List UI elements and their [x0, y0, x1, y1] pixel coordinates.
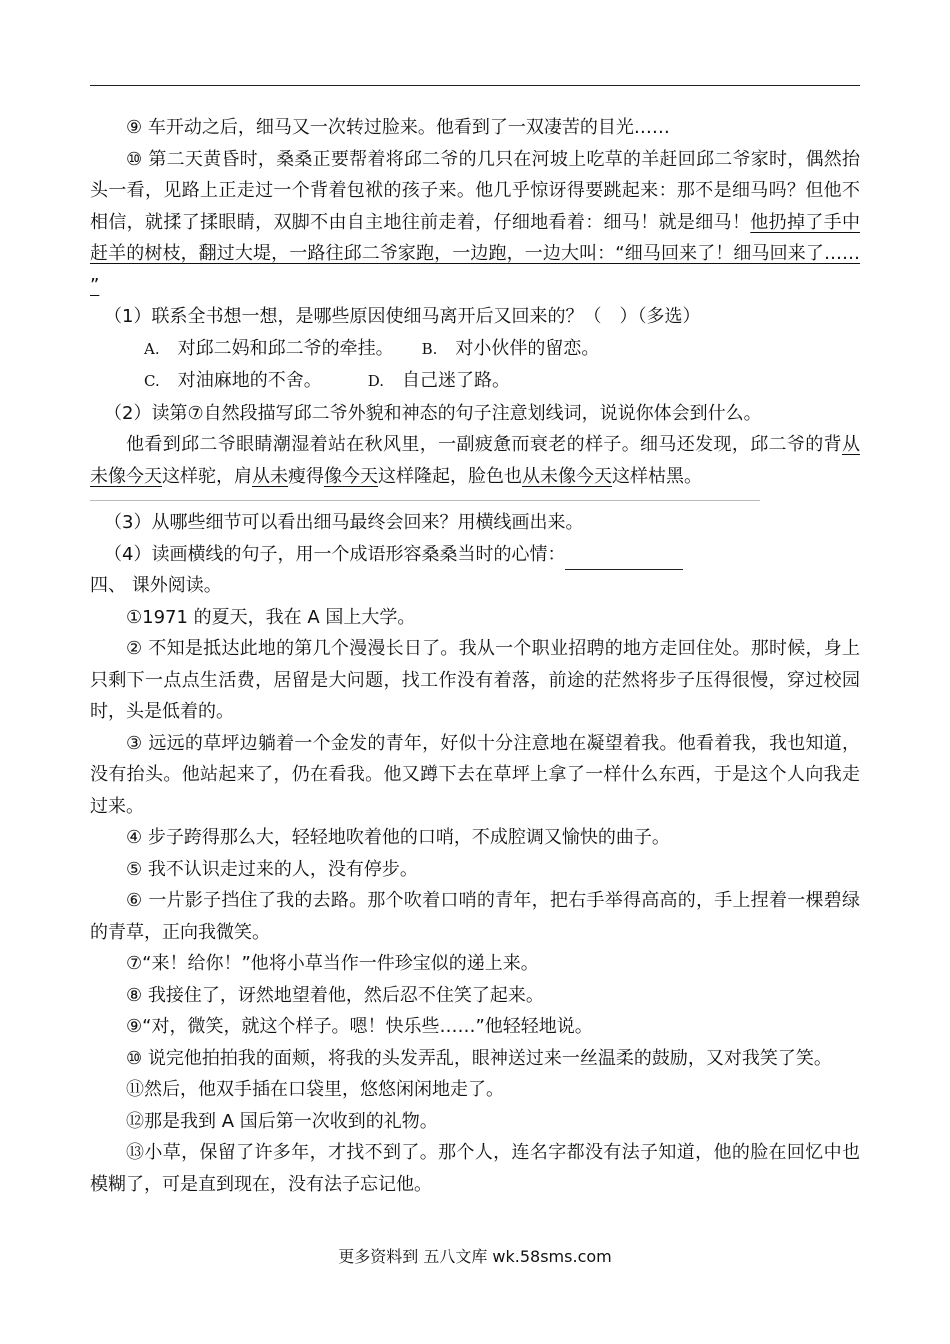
reading-paragraph: ⑥ 一片影子挡住了我的去路。那个吹着口哨的青年，把右手举得高高的，手上捏着一棵碧绿的青草，正向我微笑。 — [90, 890, 860, 943]
options-row-1 — [90, 333, 860, 366]
question-2: （2）读第⑦自然段描写邱二爷外貌和神态的句子注意划线词，说说你体会到什么。 — [104, 402, 762, 424]
question-3: （3）从哪些细节可以看出细马最终会回来？用横线画出来。 — [104, 512, 584, 533]
option-a — [144, 333, 394, 366]
quote-text: 这样隆起，脸色也 — [378, 465, 522, 487]
reading-paragraph: ② 不知是抵达此地的第几个漫漫长日了。我从一个职业招聘的地方走回住处。那时候，身上只剩下一点点生活费，居留是大问题，找工作没有着落，前途的茫然将步子压得很慢，穿过校园时，头是低着的。 — [90, 638, 860, 722]
reading-paragraph: ④ 步子跨得那么大，轻轻地吹着他的口哨，不成腔调又愉快的曲子。 — [126, 827, 670, 848]
paragraph-10-text: ⑩ 第二天黄昏时，桑桑正要帮着将邱二爷的几只在河坡上吃草的羊赶回邱二爷家时，偶然抬头一看，见路上正走过一个背着包袱的孩子来。他几乎惊讶得要跳起来：那不是细马吗？但他不相信，就揉了揉眼睛，双脚不由自主地往前走着，仔细地看着：细马！就是细马！ — [90, 148, 860, 233]
quote-underlined: 像今天 — [324, 465, 378, 487]
option-c-text: 对油麻地的不舍。 — [177, 370, 322, 391]
quote-text: 他看到邱二爷眼睛潮湿着站在秋风里，一副疲惫而衰老的样子。细马还发现，邱二爷的背 — [126, 434, 842, 455]
question-1: （1）联系全书想一想，是哪些原因使细马离开后又回来的？（ ）（多选） — [104, 306, 701, 327]
answer-blank[interactable] — [565, 549, 683, 570]
question-2-quote — [90, 429, 860, 492]
question-4-text: （4）读画横线的句子，用一个成语形容桑桑当时的心情： — [104, 543, 566, 565]
question-4 — [90, 539, 860, 571]
reading-paragraph: ⑧ 我接住了，讶然地望着他，然后忍不住笑了起来。 — [126, 984, 544, 1006]
quote-underlined: 从未像今天 — [522, 465, 612, 487]
paragraph-9: ⑨ 车开动之后，细马又一次转过脸来。他看到了一双凄苦的目光…… — [126, 117, 670, 138]
paragraph-10 — [90, 144, 860, 302]
quote-underlined: 从未 — [252, 465, 288, 487]
header-rule — [90, 85, 860, 86]
option-b-text: 对小伙伴的留恋。 — [455, 337, 600, 359]
option-d — [368, 365, 510, 398]
option-c-label: C. — [144, 372, 160, 390]
option-a-label: A. — [144, 339, 160, 358]
paragraph-10-underlined: 他扔掉了手中赶羊的树枝，翻过大堤，一路往邱二爷家跑，一边跑，一边大叫：“细马回来了！细马回来了…… ” — [90, 211, 861, 296]
option-a-text: 对邱二妈和邱二爷的牵挂。 — [177, 337, 394, 359]
document-body — [90, 112, 860, 1200]
reading-paragraph: ⑪然后，他双手插在口袋里，悠悠闲闲地走了。 — [126, 1079, 504, 1100]
options-row-2 — [90, 365, 860, 398]
option-c — [144, 365, 322, 398]
reading-paragraph: ⑨“对，微笑，就这个样子。嗯！快乐些……”他轻轻地说。 — [126, 1016, 593, 1037]
option-d-label: D. — [367, 372, 384, 390]
quote-text: 瘦得 — [288, 465, 324, 487]
option-b — [422, 333, 600, 366]
reading-paragraph: ⑩ 说完他拍拍我的面颊，将我的头发弄乱，眼神送过来一丝温柔的鼓励，又对我笑了笑。 — [126, 1047, 832, 1069]
quote-text: 这样枯黑。 — [612, 465, 702, 487]
section-heading: 四、 课外阅读。 — [90, 575, 222, 596]
page-footer: 更多资料到 五八文库 wk.58sms.com — [338, 1247, 612, 1266]
reading-paragraph: ⑫那是我到 A 国后第一次收到的礼物。 — [126, 1110, 438, 1132]
reading-paragraph: ①1971 的夏天，我在 A 国上大学。 — [126, 606, 416, 628]
option-b-label: B. — [421, 339, 438, 358]
quote-text: 这样驼，肩 — [162, 465, 252, 487]
reading-paragraph: ⑬小草，保留了许多年，才找不到了。那个人，连名字都没有法子知道，他的脸在回忆中也模糊了，可是直到现在，没有法子忘记他。 — [90, 1142, 860, 1195]
answer-line — [90, 500, 760, 501]
reading-paragraph: ③ 远远的草坪边躺着一个金发的青年，好似十分注意地在凝望着我。他看着我，我也知道，没有抬头。他站起来了，仍在看我。他又蹲下去在草坪上拿了一样什么东西，于是这个人向我走过来。 — [90, 732, 860, 817]
reading-paragraph: ⑤ 我不认识走过来的人，没有停步。 — [126, 858, 418, 880]
quote-underlined: 从未像今天 — [90, 434, 860, 487]
option-d-text: 自己迷了路。 — [401, 370, 510, 391]
reading-paragraph: ⑦“来！给你！”他将小草当作一件珍宝似的递上来。 — [126, 953, 539, 974]
